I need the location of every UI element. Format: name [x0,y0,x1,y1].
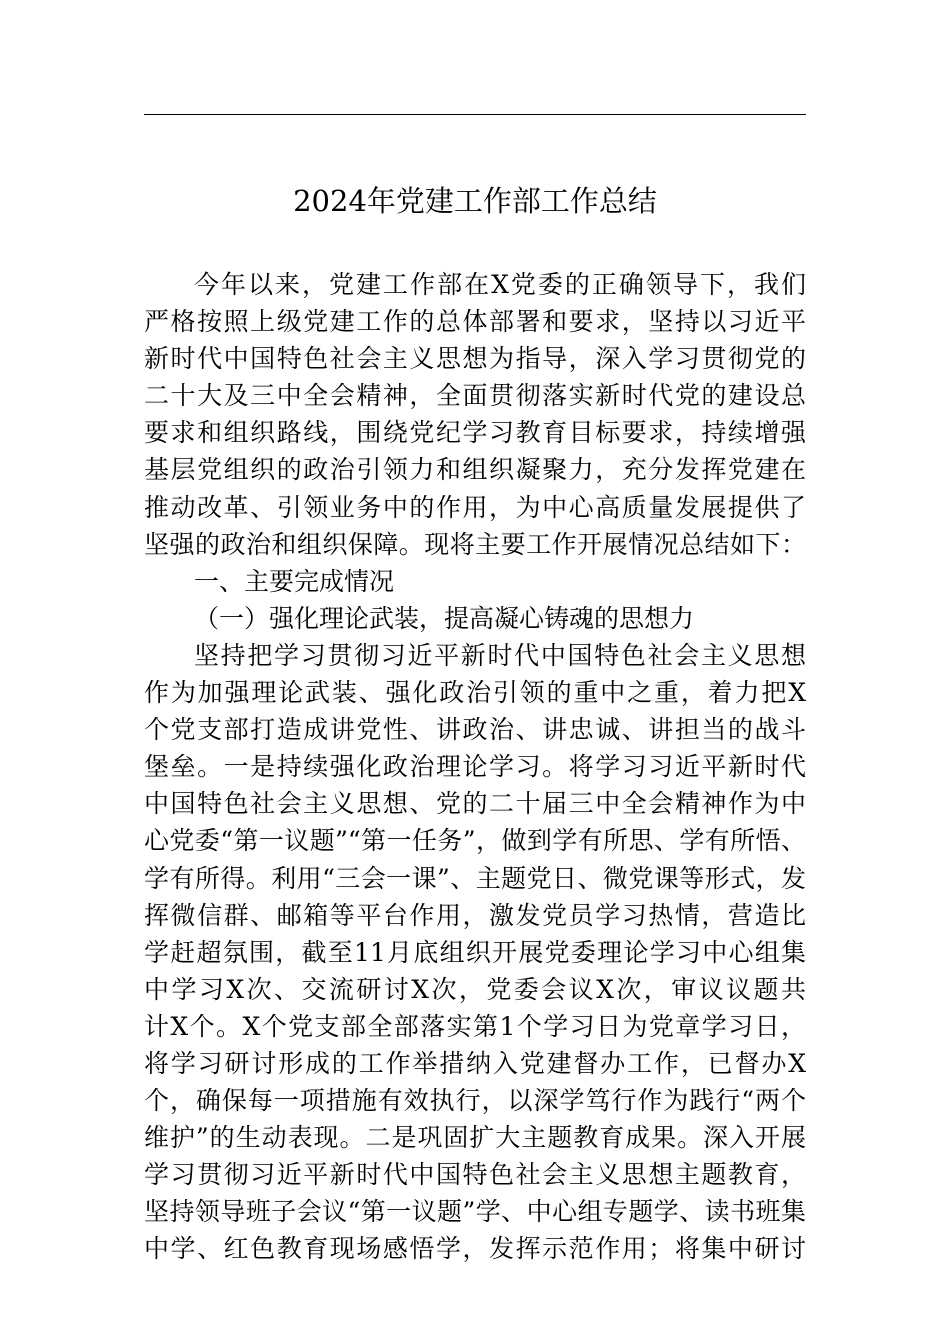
paragraph-line: 中学习X次、交流研讨X次，党委会议X次，审议议题共 [144,974,806,1004]
paragraph-line: 挥微信群、邮箱等平台作用，激发党员学习热情，营造比 [144,900,806,930]
paragraph-line: 新时代中国特色社会主义思想为指导，深入学习贯彻党的 [144,344,806,374]
paragraph-line: 个，确保每一项措施有效执行，以深学笃行作为践行“两个 [144,1086,806,1116]
document-title: 2024年党建工作部工作总结 [293,184,657,218]
paragraph-line: 作为加强理论武装、强化政治引领的重中之重，着力把X [144,678,806,708]
paragraph-line: 中学、红色教育现场感悟学，发挥示范作用；将集中研讨 [144,1234,806,1264]
paragraph-line: 坚强的政治和组织保障。现将主要工作开展情况总结如下： [144,529,806,559]
paragraph-line: 维护”的生动表现。二是巩固扩大主题教育成果。深入开展 [144,1123,806,1153]
header-rule [144,114,806,115]
paragraph-line: 堡垒。一是持续强化政治理论学习。将学习习近平新时代 [144,752,806,782]
paragraph-line: 中国特色社会主义思想、党的二十届三中全会精神作为中 [144,789,806,819]
paragraph-line: 学习贯彻习近平新时代中国特色社会主义思想主题教育， [144,1160,806,1190]
paragraph-line: 学赶超氛围，截至11月底组织开展党委理论学习中心组集 [144,937,806,967]
paragraph-line: 要求和组织路线，围绕党纪学习教育目标要求，持续增强 [144,418,806,448]
paragraph-line: 坚持把学习贯彻习近平新时代中国特色社会主义思想 [194,640,806,670]
paragraph-line: 基层党组织的政治引领力和组织凝聚力，充分发挥党建在 [144,455,806,485]
document-body [144,266,806,1268]
paragraph-line: 推动改革、引领业务中的作用，为中心高质量发展提供了 [144,492,806,522]
paragraph-line: 将学习研讨形成的工作举措纳入党建督办工作，已督办X [144,1048,806,1078]
paragraph-line: 坚持领导班子会议“第一议题”学、中心组专题学、读书班集 [144,1197,806,1227]
paragraph-line: 计X个。X个党支部全部落实第1个学习日为党章学习日， [144,1011,806,1041]
paragraph-line: 二十大及三中全会精神，全面贯彻落实新时代党的建设总 [144,381,806,411]
paragraph-line: 今年以来，党建工作部在X党委的正确领导下，我们 [194,270,806,299]
section-heading: 一、主要完成情况 [194,566,395,596]
paragraph-line: 个党支部打造成讲党性、讲政治、讲忠诚、讲担当的战斗 [144,715,806,745]
paragraph-line: 严格按照上级党建工作的总体部署和要求，坚持以习近平 [144,307,806,337]
paragraph-line: 心党委“第一议题”“第一任务”，做到学有所思、学有所悟、 [144,826,806,856]
paragraph-line: 学有所得。利用“三会一课”、主题党日、微党课等形式，发 [144,863,806,893]
subsection-heading: （一）强化理论武装，提高凝心铸魂的思想力 [194,603,695,633]
